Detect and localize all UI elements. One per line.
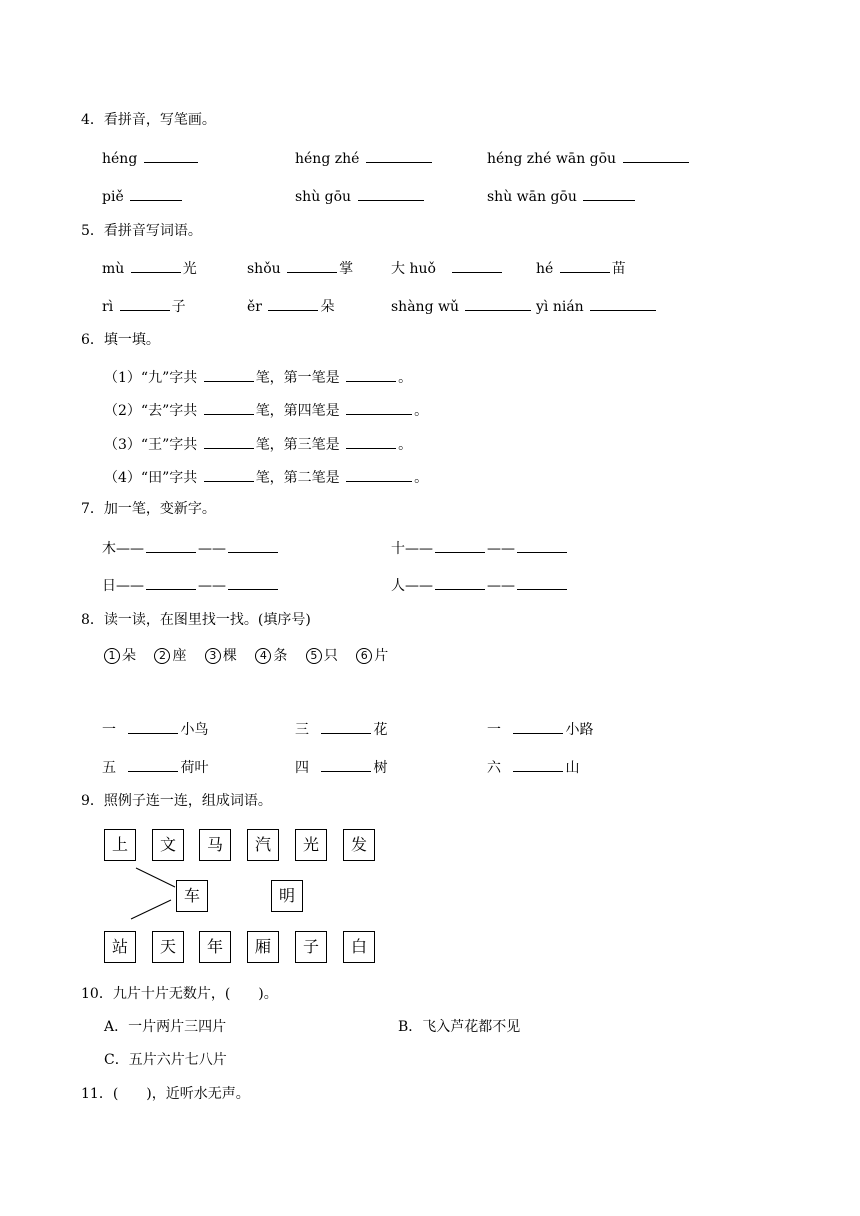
- q6-item-2: （2）“去”字共 笔，第四笔是 。: [104, 400, 428, 420]
- q6-item-3: （3）“王”字共 笔，第三笔是 。: [104, 434, 412, 454]
- q8-title: 8．读一读，在图里找一找。(填序号): [81, 612, 311, 628]
- char-box-top-3[interactable]: 马: [199, 829, 231, 861]
- q5-item-2: shǒu 掌: [247, 258, 353, 278]
- char-box-top-1[interactable]: 上: [104, 829, 136, 861]
- q5-item-7: shàng wǔ: [391, 296, 533, 316]
- q5-item-1: mù 光: [102, 258, 197, 278]
- q5-title: 5．看拼音写词语。: [81, 223, 202, 239]
- q7-title: 7．加一笔，变新字。: [81, 501, 216, 517]
- q5-item-4: hé 苗: [536, 258, 626, 278]
- q4-title: 4．看拼音，写笔画。: [81, 112, 216, 128]
- q7-item-1: 木—— ——: [102, 538, 280, 558]
- q8-item-3: 一 小路: [487, 719, 593, 739]
- option-3: 3 棵: [205, 648, 237, 664]
- char-box-bottom-5[interactable]: 子: [295, 931, 327, 963]
- char-box-bottom-4[interactable]: 厢: [247, 931, 279, 963]
- q8-item-4: 五 荷叶: [102, 757, 208, 777]
- char-box-middle-1[interactable]: 车: [176, 880, 208, 912]
- char-box-bottom-2[interactable]: 天: [152, 931, 184, 963]
- option-6: 6 片: [356, 648, 388, 664]
- option-5: 5 只: [306, 648, 338, 664]
- q5-item-3: 大 huǒ: [391, 258, 504, 278]
- char-box-top-4[interactable]: 汽: [247, 829, 279, 861]
- q5-item-5: rì 子: [102, 296, 186, 316]
- char-box-middle-2[interactable]: 明: [271, 880, 303, 912]
- q4-item-4: piě: [102, 186, 184, 206]
- char-box-bottom-1[interactable]: 站: [104, 931, 136, 963]
- q8-item-1: 一 小鸟: [102, 719, 208, 739]
- q6-item-1: （1）“九”字共 笔，第一笔是 。: [104, 367, 412, 387]
- q10-title: 10．九片十片无数片，( )。: [81, 986, 278, 1002]
- option-2: 2 座: [154, 648, 186, 664]
- q5-item-6: ěr 朵: [247, 296, 334, 316]
- q4-item-3: héng zhé wān gōu: [487, 148, 691, 168]
- q4-item-2: héng zhé: [295, 148, 434, 168]
- char-box-bottom-6[interactable]: 白: [343, 931, 375, 963]
- q6-item-4: （4）“田”字共 笔，第二笔是 。: [104, 467, 428, 487]
- q7-item-3: 日—— ——: [102, 575, 280, 595]
- q7-item-2: 十—— ——: [391, 538, 569, 558]
- char-box-top-5[interactable]: 光: [295, 829, 327, 861]
- q7-item-4: 人—— ——: [391, 575, 569, 595]
- q9-title: 9．照例子连一连，组成词语。: [81, 793, 272, 809]
- option-1: 1 朵: [104, 648, 136, 664]
- q4-item-6: shù wān gōu: [487, 186, 637, 206]
- q11-title: 11．( )，近听水无声。: [81, 1086, 250, 1102]
- char-box-bottom-3[interactable]: 年: [199, 931, 231, 963]
- q4-item-1: héng: [102, 148, 200, 168]
- q8-item-2: 三 花: [295, 719, 387, 739]
- char-box-top-2[interactable]: 文: [152, 829, 184, 861]
- char-box-top-6[interactable]: 发: [343, 829, 375, 861]
- q5-item-8: yì nián: [536, 296, 658, 316]
- q10-option-c[interactable]: C．五片六片七八片: [104, 1052, 227, 1068]
- q6-title: 6．填一填。: [81, 332, 160, 348]
- option-4: 4 条: [255, 648, 287, 664]
- q8-item-5: 四 树: [295, 757, 387, 777]
- q4-item-5: shù gōu: [295, 186, 426, 206]
- q10-option-a[interactable]: A．一片两片三四片: [104, 1019, 227, 1035]
- q10-option-b[interactable]: B．飞入芦花都不见: [398, 1019, 521, 1035]
- q8-item-6: 六 山: [487, 757, 579, 777]
